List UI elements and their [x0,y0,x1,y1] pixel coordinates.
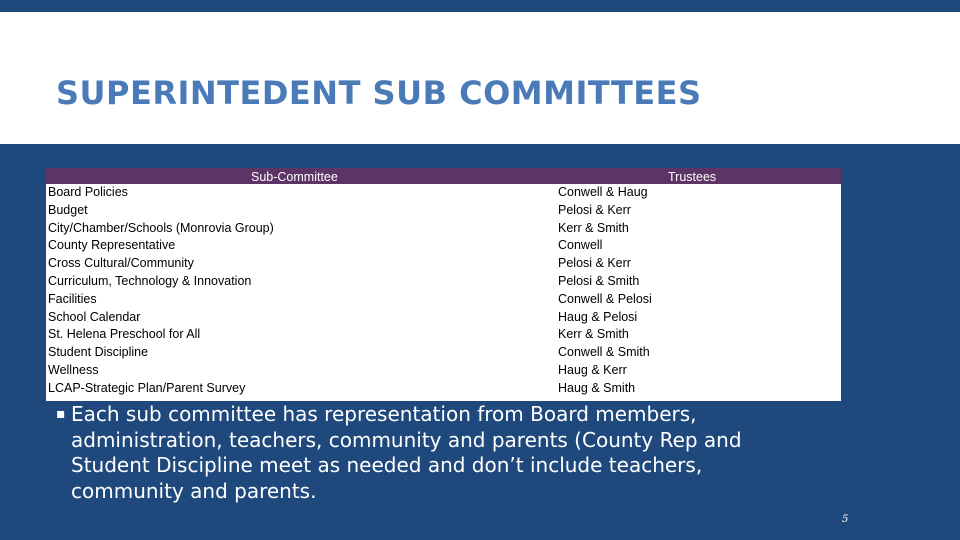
table-row [46,291,841,309]
table-row [46,309,841,327]
committee-cell: Facilities [48,291,97,306]
committee-cell: Student Discipline [48,345,149,360]
committee-cell: County Representative [48,238,176,253]
trustees-cell: Conwell & Haug [558,185,648,199]
bullet-item [56,402,816,504]
table-row [46,237,841,255]
trustees-cell: Conwell & Pelosi [558,291,652,306]
column-header-trustees: Trustees [668,170,717,184]
committee-cell: City/Chamber/Schools (Monrovia Group) [48,220,274,235]
table-row [46,380,841,398]
subcommittee-table [46,168,841,401]
trustees-cell: Pelosi & Kerr [558,256,631,271]
committee-cell: LCAP-Strategic Plan/Parent Survey [48,380,246,395]
table-row [46,184,841,202]
committee-cell: Wellness [48,362,99,377]
trustees-cell: Conwell [558,238,603,253]
trustees-cell: Pelosi & Smith [558,273,640,288]
table-body [46,184,841,398]
trustees-cell: Pelosi & Kerr [558,202,631,217]
committee-cell: School Calendar [48,309,141,324]
table-row [46,202,841,220]
trustees-cell: Haug & Kerr [558,362,627,377]
committee-cell: St. Helena Preschool for All [48,327,201,342]
slide-title: SUPERINTEDENT SUB COMMITTEES [56,74,702,112]
table-row [46,344,841,362]
bullet-text: Each sub committee has representation from Board members, administration, teachers, community and parents (County Rep and Student Discipline meet as needed and don’t include teachers, community and parents. [71,402,742,503]
table-row [46,326,841,344]
trustees-cell: Haug & Pelosi [558,309,638,324]
page-number: 5 [842,514,849,525]
trustees-cell: Kerr & Smith [558,220,629,235]
table-row [46,220,841,238]
trustees-cell: Conwell & Smith [558,345,650,360]
table-row [46,362,841,380]
square-bullet-icon: ▪ [56,406,66,422]
committee-cell: Cross Cultural/Community [48,256,194,271]
column-header-subcommittee: Sub-Committee [251,170,338,184]
table-row [46,273,841,291]
committee-cell: Curriculum, Technology & Innovation [48,273,252,288]
trustees-cell: Kerr & Smith [558,327,629,342]
title-band [0,12,960,144]
trustees-cell: Haug & Smith [558,380,636,395]
committee-cell: Budget [48,202,88,217]
committee-cell: Board Policies [48,185,128,199]
table-row [46,255,841,273]
table-header-row [46,168,841,184]
